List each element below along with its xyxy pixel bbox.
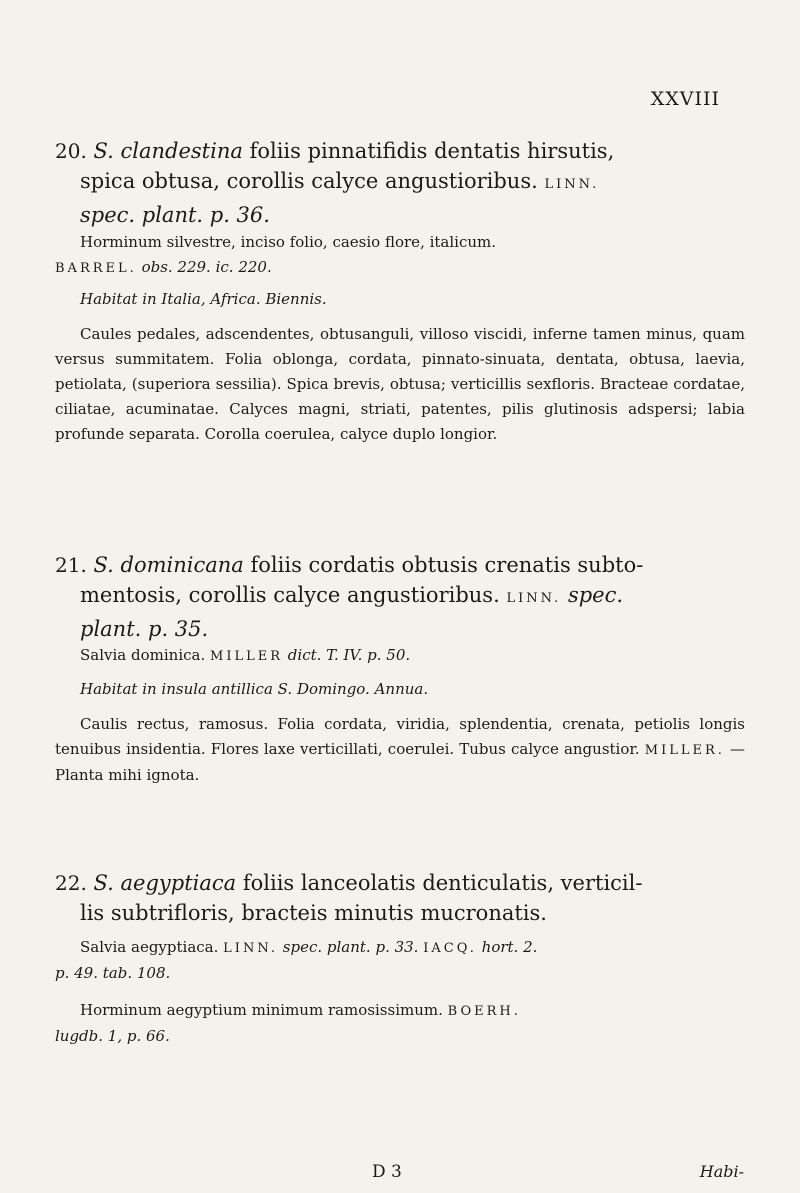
entry-20-body — [55, 230, 745, 447]
description-text: Caulis rectus, ramosus. Folia cordata, viridia, splendentia, crenata, petiolis longis tenuibus insidentia. Flores laxe verticillati, coerulei. Tubus calyce angustior. — [55, 715, 745, 758]
reference: plant. — [80, 617, 142, 641]
reference: p. 49. tab. 108. — [55, 964, 171, 982]
synonym: Horminum aegyptium minimum ramosissimum. — [80, 1001, 443, 1019]
author: BARREL. — [55, 261, 137, 276]
entry-22-body — [55, 935, 745, 1049]
reference-page: p. 35. — [148, 617, 209, 641]
diagnosis-line: foliis pinnatifidis dentatis hirsutis, — [249, 139, 615, 163]
entry-20-diagnosis — [55, 136, 745, 230]
genus: S. — [93, 139, 114, 163]
page-number: XXVIII — [650, 88, 720, 110]
reference: obs. 229. ic. 220. — [141, 258, 272, 276]
species-name: aegyptiaca — [120, 871, 237, 895]
entry-number: 22. — [55, 871, 87, 895]
species-name: dominicana — [120, 553, 244, 577]
reference: spec. — [567, 583, 624, 607]
description-tail: — Planta mihi ignota. — [55, 740, 745, 784]
reference: hort. 2. — [481, 938, 538, 956]
entry-number: 21. — [55, 553, 87, 577]
description — [55, 712, 745, 788]
entry-21-body — [55, 643, 745, 788]
author: LINN. — [506, 591, 562, 606]
entry-22-diagnosis — [55, 868, 745, 928]
habitat: Habitat in insula antillica S. Domingo. Annua. — [80, 680, 429, 698]
author: LINN. — [223, 941, 278, 956]
reference: spec. plant. — [80, 203, 204, 227]
genus: S. — [93, 871, 114, 895]
diagnosis-line: mentosis, corollis calyce angustioribus. — [80, 583, 500, 607]
reference: spec. plant. p. 33. — [282, 938, 419, 956]
author: MILLER — [210, 649, 284, 664]
diagnosis-line: spica obtusa, corollis calyce angustioribus. — [80, 169, 538, 193]
entry-number: 20. — [55, 139, 87, 163]
reference-page: p. 36. — [209, 203, 270, 227]
author: MILLER. — [644, 743, 725, 758]
diagnosis-line: foliis lanceolatis denticulatis, verticil- — [242, 871, 643, 895]
genus: S. — [93, 553, 114, 577]
synonym: Salvia dominica. — [80, 646, 206, 664]
author: IACQ. — [423, 941, 477, 956]
catchword: Habi- — [699, 1162, 744, 1181]
signature-mark: D 3 — [372, 1162, 402, 1182]
author: LINN. — [544, 177, 600, 192]
synonym: Horminum silvestre, inciso folio, caesio flore, italicum. — [80, 233, 497, 251]
diagnosis-line: lis subtrifloris, bracteis minutis mucronatis. — [80, 901, 547, 925]
synonym: Salvia aegyptiaca. — [80, 938, 219, 956]
author: BOERH. — [447, 1004, 521, 1019]
description: Caules pedales, adscendentes, obtusanguli, villoso viscidi, inferne tamen minus, quam versus summitatem. Folia oblonga, cordata, pinnato-sinuata, dentata, obtusa, laevia, petiolata, (superiora sessilia). Spica brevis, obtusa; verticillis sexfloris. Bracteae cordatae, ciliatae, acuminatae. Calyces magni, striati, patentes, pilis glutinosis adspersi; labia profunde separata. Corolla coerulea, calyce duplo longior. — [55, 325, 745, 443]
entry-21-diagnosis — [55, 550, 745, 644]
habitat: Habitat in Italia, Africa. Biennis. — [80, 290, 327, 308]
reference: lugdb. 1, p. 66. — [55, 1027, 170, 1045]
diagnosis-line: foliis cordatis obtusis crenatis subto- — [250, 553, 644, 577]
species-name: clandestina — [120, 139, 243, 163]
reference: dict. T. IV. p. 50. — [287, 646, 411, 664]
